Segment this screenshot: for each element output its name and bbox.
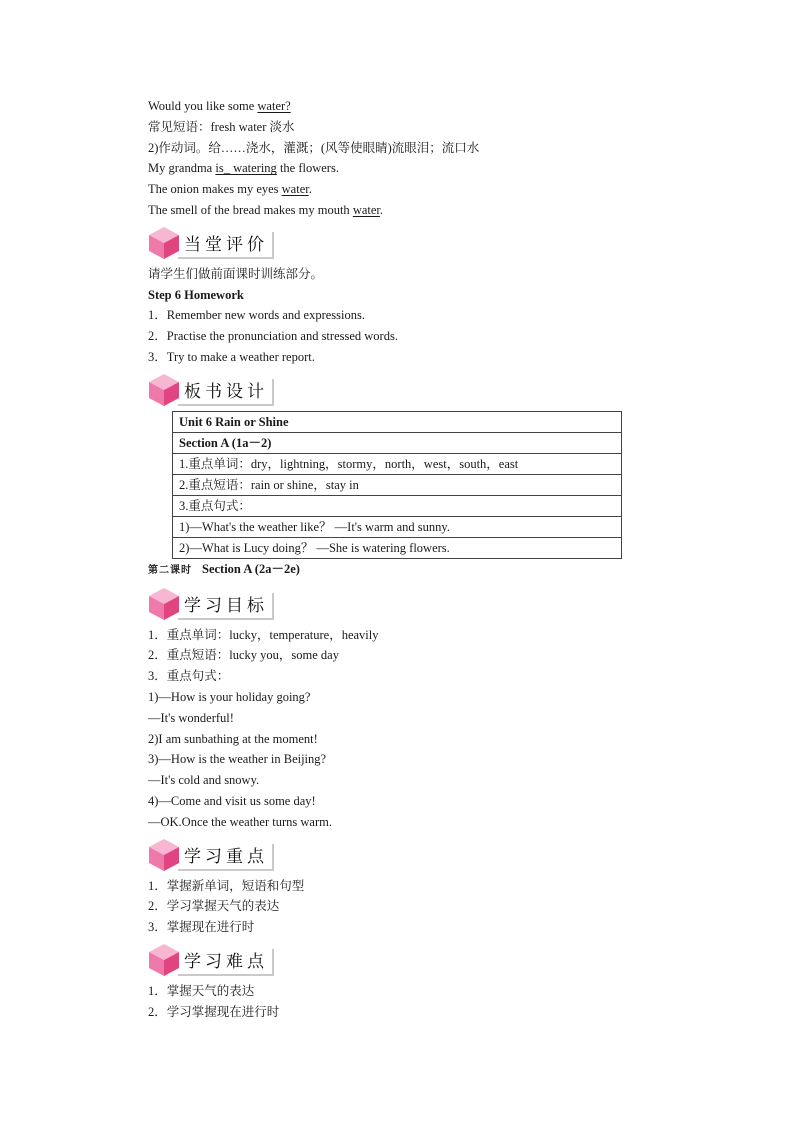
table-cell: 3.重点句式：: [173, 495, 622, 516]
list-item: 3．重点句式：: [148, 669, 230, 684]
cube-icon: [148, 226, 180, 260]
list-item: 2．Practise the pronunciation and stressed words.: [148, 329, 398, 344]
list-item: —It's cold and snowy.: [148, 773, 260, 788]
table-cell: 1)—What's the weather like？ —It's warm and sunny.: [173, 516, 622, 537]
board-table: [172, 411, 622, 559]
list-item: 1．重点单词：lucky，temperature，heavily: [148, 627, 379, 642]
cube-icon: [148, 587, 180, 621]
cube-icon: [148, 373, 180, 407]
list-item: —OK.Once the weather turns warm.: [148, 814, 332, 829]
section-header-difficulties: [148, 941, 628, 979]
text-line: The smell of the bread makes my mouth water.: [148, 202, 384, 217]
text-line: 常见短语：fresh water 淡水: [148, 119, 295, 134]
table-cell: 2)—What is Lucy doing？ —She is watering flowers.: [173, 537, 622, 558]
list-item: 4)—Come and visit us some day!: [148, 793, 316, 808]
list-item: 2．重点短语：lucky you，some day: [148, 648, 339, 663]
section-title: 学习难点: [184, 951, 268, 972]
section-header-board: [148, 371, 628, 409]
list-item: —It's wonderful!: [148, 710, 234, 725]
list-item: 3)—How is the weather in Beijing?: [148, 752, 327, 767]
text-line: The onion makes my eyes water.: [148, 182, 312, 197]
list-item: 2．学习掌握现在进行时: [148, 1004, 280, 1019]
section-header-objectives: [148, 585, 628, 623]
list-item: 2．学习掌握天气的表达: [148, 899, 280, 914]
list-item: 2)I am sunbathing at the moment!: [148, 731, 318, 746]
lesson-title: 第二课时 Section A (2a－2e): [148, 561, 300, 576]
text-line: 2)作动词。给……浇水，灌溉；(风等使眼睛)流眼泪；流口水: [148, 140, 480, 155]
section-title: 当堂评价: [184, 234, 268, 255]
table-cell: Unit 6 Rain or Shine: [173, 411, 622, 432]
text-line: 请学生们做前面课时训练部分。: [148, 266, 324, 281]
list-item: 3．Try to make a weather report.: [148, 349, 315, 364]
homework-title: Step 6 Homework: [148, 287, 244, 302]
text-line: My grandma is_ watering the flowers.: [148, 161, 339, 176]
list-item: 1．掌握天气的表达: [148, 983, 255, 998]
table-cell: Section A (1a－2): [173, 432, 622, 453]
list-item: 1．掌握新单词，短语和句型: [148, 878, 305, 893]
section-header-evaluation: [148, 224, 628, 262]
list-item: 3．掌握现在进行时: [148, 920, 255, 935]
list-item: 1)—How is your holiday going?: [148, 689, 311, 704]
section-title: 学习目标: [184, 595, 268, 616]
list-item: 1．Remember new words and expressions.: [148, 308, 365, 323]
document-page: [148, 96, 628, 1023]
table-cell: 2.重点短语：rain or shine，stay in: [173, 474, 622, 495]
cube-icon: [148, 838, 180, 872]
table-cell: 1.重点单词：dry，lightning，stormy，north，west，south，east: [173, 453, 622, 474]
section-title: 学习重点: [184, 846, 268, 867]
cube-icon: [148, 943, 180, 977]
section-header-key-points: [148, 836, 628, 874]
text-line: Would you like some water?: [148, 99, 291, 113]
section-title: 板书设计: [184, 381, 268, 402]
